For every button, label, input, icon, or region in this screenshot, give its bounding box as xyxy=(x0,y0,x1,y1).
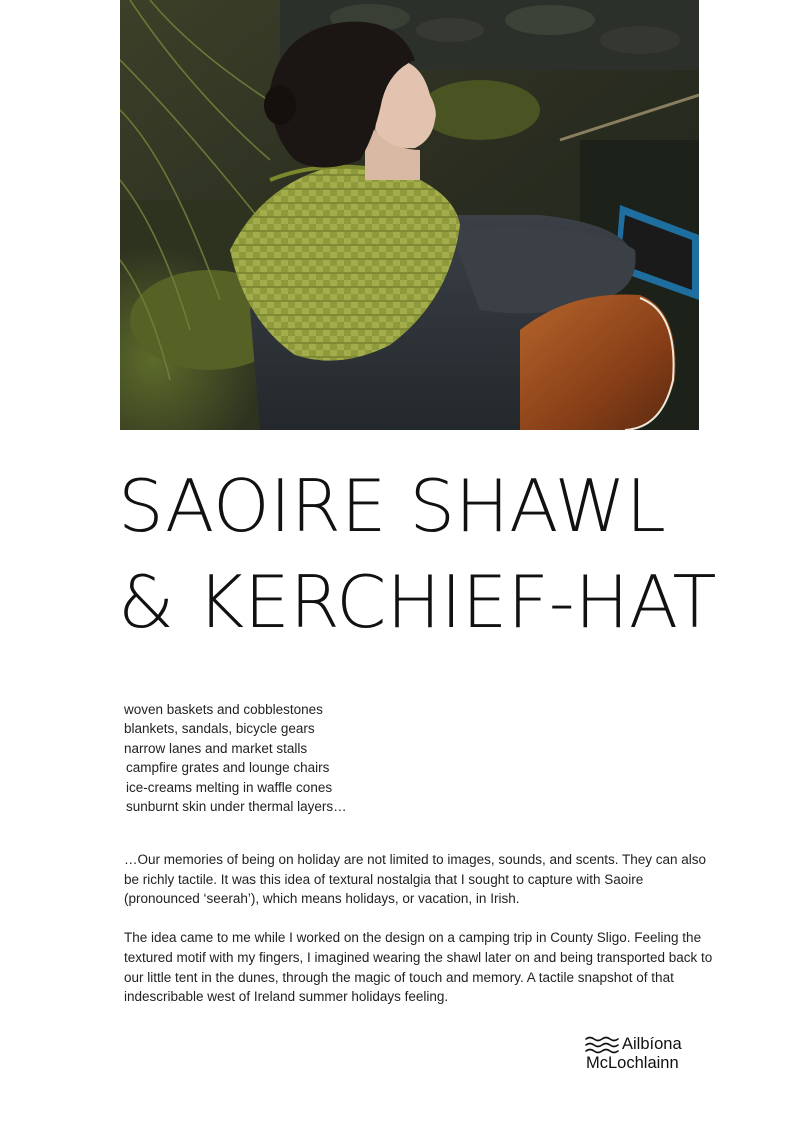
poem-line: ice-creams melting in waffle cones xyxy=(126,779,333,795)
page-title xyxy=(118,458,738,650)
description xyxy=(124,850,714,1026)
poem-line: narrow lanes and market stalls xyxy=(124,740,308,756)
description-paragraph: The idea came to me while I worked on the design on a camping trip in County Sligo. Feeling the textured motif with my fingers, I imagined wearing the shawl later on and being transported back to our little tent in the dunes, through the magic of touch and memory. A tactile snapshot of that indescribable west of Ireland summer holidays feeling. xyxy=(124,930,713,1005)
poem-line: sunburnt skin under thermal layers… xyxy=(126,799,347,815)
hero-photo xyxy=(120,0,699,430)
description-paragraph: …Our memories of being on holiday are not limited to images, sounds, and scents. They can also be richly tactile. It was this idea of textural nostalgia that I sought to capture with Saoire (pronounced ‘seerah’), which means holidays, or vacation, in Irish. xyxy=(124,852,707,907)
poem-line: blankets, sandals, bicycle gears xyxy=(124,721,315,737)
logo-name-line-1: Ailbíona xyxy=(622,1035,682,1053)
title-line-1: SAOIRE SHAWL xyxy=(118,464,666,548)
poem-list xyxy=(124,700,347,816)
poem-line: woven baskets and cobblestones xyxy=(124,702,323,717)
waves-icon xyxy=(585,1035,619,1055)
designer-logo xyxy=(585,1032,705,1076)
logo-name-line-2: McLochlainn xyxy=(586,1054,679,1072)
poem-line: campfire grates and lounge chairs xyxy=(126,760,330,776)
title-line-2: & KERCHIEF-HAT xyxy=(118,560,717,644)
